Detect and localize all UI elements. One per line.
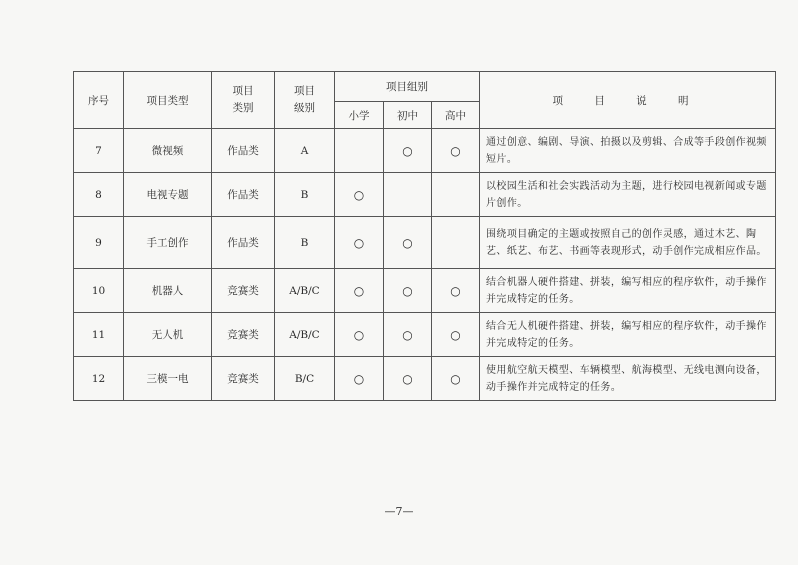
project-table: [73, 71, 776, 401]
row-type: 微视频: [124, 129, 212, 173]
row-category: 作品类: [212, 173, 275, 217]
row-level: A/B/C: [275, 269, 335, 313]
row-junior-mark: ○: [384, 217, 432, 269]
header-description: 项 目 说 明: [480, 72, 776, 129]
row-junior-mark: ○: [384, 313, 432, 357]
row-senior-mark: ○: [432, 357, 480, 401]
row-primary-mark: ○: [335, 173, 384, 217]
row-category: 作品类: [212, 217, 275, 269]
row-junior-mark: [384, 173, 432, 217]
row-seq: 7: [74, 129, 124, 173]
row-type: 手工创作: [124, 217, 212, 269]
row-seq: 12: [74, 357, 124, 401]
row-category: 竞赛类: [212, 269, 275, 313]
header-seq: 序号: [74, 72, 124, 129]
row-level: B/C: [275, 357, 335, 401]
header-senior: 高中: [432, 102, 480, 129]
row-seq: 9: [74, 217, 124, 269]
header-category: 项目 类别: [212, 72, 275, 129]
table-row: [74, 313, 776, 357]
row-senior-mark: [432, 217, 480, 269]
row-seq: 10: [74, 269, 124, 313]
row-primary-mark: ○: [335, 217, 384, 269]
table-row: [74, 357, 776, 401]
row-senior-mark: ○: [432, 313, 480, 357]
row-junior-mark: ○: [384, 269, 432, 313]
header-junior: 初中: [384, 102, 432, 129]
header-type: 项目类型: [124, 72, 212, 129]
table-row: [74, 129, 776, 173]
row-primary-mark: ○: [335, 357, 384, 401]
row-seq: 8: [74, 173, 124, 217]
row-category: 竞赛类: [212, 313, 275, 357]
header-primary: 小学: [335, 102, 384, 129]
row-level: A/B/C: [275, 313, 335, 357]
row-senior-mark: ○: [432, 129, 480, 173]
row-senior-mark: ○: [432, 269, 480, 313]
row-level: A: [275, 129, 335, 173]
table-row: [74, 173, 776, 217]
row-level: B: [275, 217, 335, 269]
row-level: B: [275, 173, 335, 217]
table-row: [74, 269, 776, 313]
row-description: 以校园生活和社会实践活动为主题，进行校园电视新闻或专题片创作。: [480, 173, 776, 217]
row-type: 无人机: [124, 313, 212, 357]
row-type: 电视专题: [124, 173, 212, 217]
table-row: [74, 217, 776, 269]
row-category: 作品类: [212, 129, 275, 173]
row-senior-mark: [432, 173, 480, 217]
row-description: 结合机器人硬件搭建、拼装，编写相应的程序软件，动手操作并完成特定的任务。: [480, 269, 776, 313]
row-description: 通过创意、编剧、导演、拍摄以及剪辑、合成等手段创作视频短片。: [480, 129, 776, 173]
row-description: 结合无人机硬件搭建、拼装，编写相应的程序软件，动手操作并完成特定的任务。: [480, 313, 776, 357]
row-primary-mark: [335, 129, 384, 173]
row-type: 机器人: [124, 269, 212, 313]
row-seq: 11: [74, 313, 124, 357]
row-primary-mark: ○: [335, 269, 384, 313]
row-junior-mark: ○: [384, 357, 432, 401]
header-group: 项目组别: [335, 72, 480, 102]
row-category: 竞赛类: [212, 357, 275, 401]
row-junior-mark: ○: [384, 129, 432, 173]
row-type: 三模一电: [124, 357, 212, 401]
row-description: 使用航空航天模型、车辆模型、航海模型、无线电测向设备，动手操作并完成特定的任务。: [480, 357, 776, 401]
header-level: 项目 级别: [275, 72, 335, 129]
page-number: —7—: [384, 505, 414, 518]
row-description: 围绕项目确定的主题或按照自己的创作灵感，通过木艺、陶艺、纸艺、布艺、书画等表现形式，动手创作完成相应作品。: [480, 217, 776, 269]
row-primary-mark: ○: [335, 313, 384, 357]
